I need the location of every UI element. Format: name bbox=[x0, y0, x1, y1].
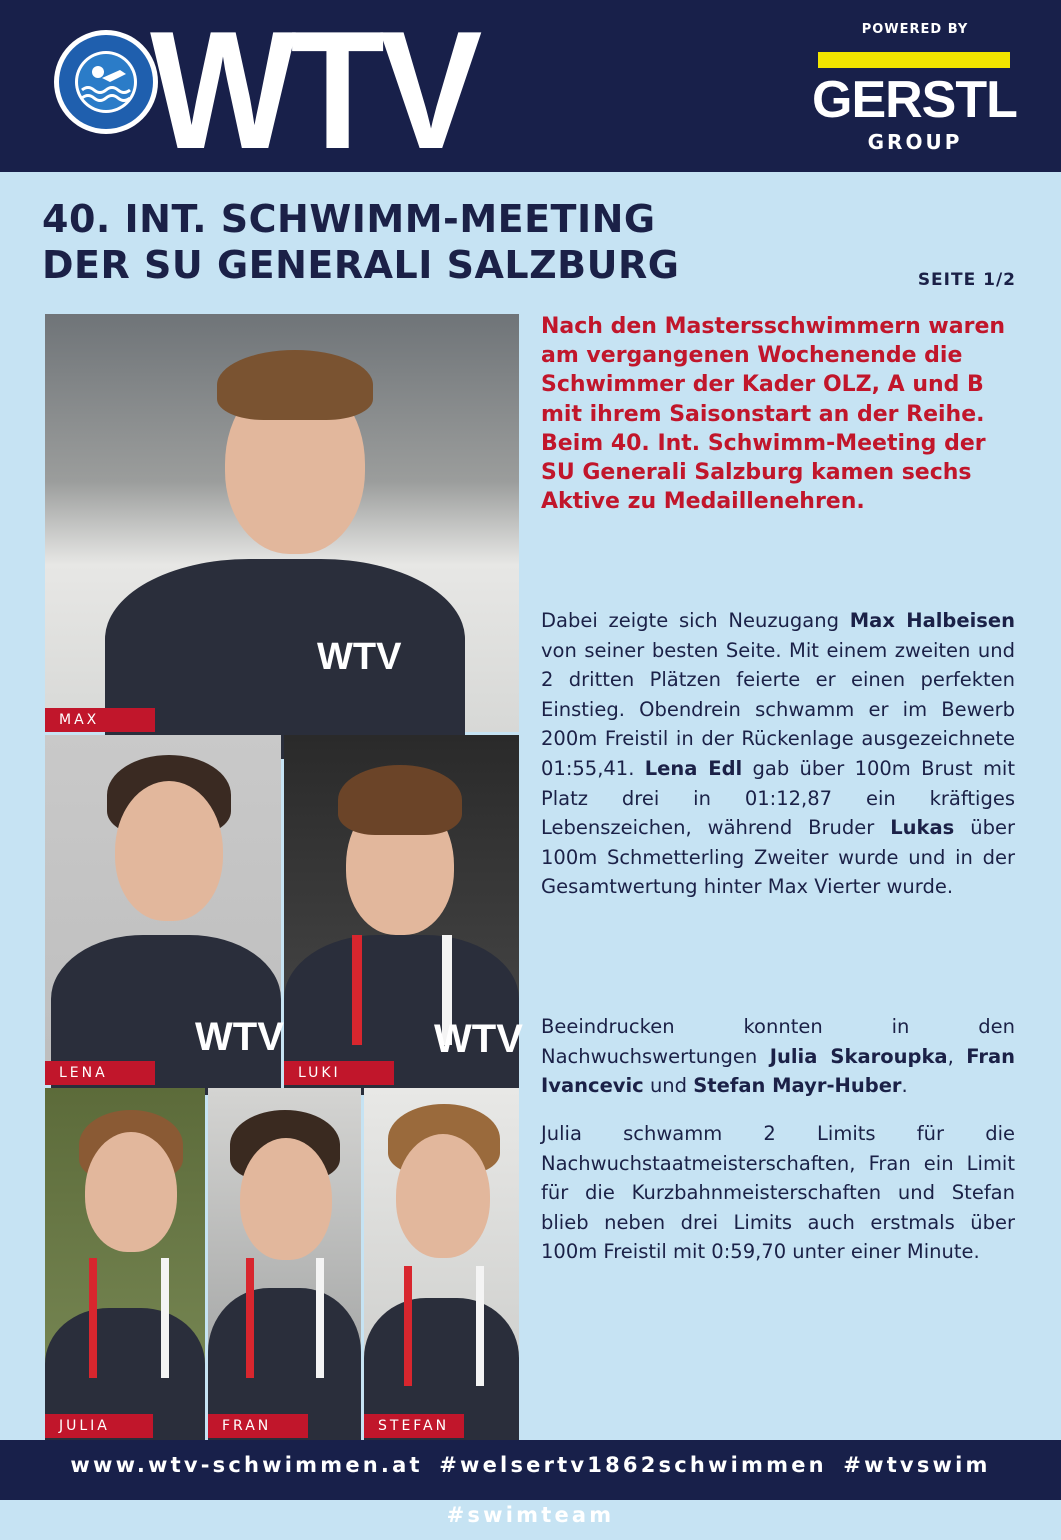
photo-lena: WTV LENA bbox=[45, 735, 281, 1085]
photo-label-julia: JULIA bbox=[45, 1414, 153, 1438]
body-text-span: gab über 100m Brust mit Platz drei in 01:12,87 ein kräftiges Lebenszeichen, während Bruder bbox=[541, 756, 1015, 840]
photo-label-luki: LUKI bbox=[284, 1061, 394, 1085]
photo-label-stefan: STEFAN bbox=[364, 1414, 464, 1438]
photo-max: WTV MAX bbox=[45, 314, 519, 732]
photo-label-lena: LENA bbox=[45, 1061, 155, 1085]
athlete-name-max: Max Halbeisen bbox=[849, 609, 1015, 632]
body-text-span: über 100m Schmetterling Zweiter wurde und in der Gesamtwertung hinter Max Vierter wurde. bbox=[541, 816, 1015, 899]
body-paragraph-2 bbox=[541, 1012, 1015, 1101]
title-line-2: DER SU GENERALI SALZBURG bbox=[42, 243, 680, 287]
header-banner bbox=[0, 0, 1061, 184]
sponsor-accent-bar bbox=[818, 52, 1010, 68]
photo-julia bbox=[45, 1088, 205, 1438]
wtv-logo-text: WTV bbox=[150, 0, 477, 184]
body-text-span: , bbox=[947, 1044, 967, 1068]
powered-by-label: POWERED BY bbox=[861, 22, 969, 37]
photo-fran bbox=[208, 1088, 361, 1438]
sponsor-logo-text: GERSTL bbox=[812, 71, 1017, 129]
body-text-span: Beeindrucken konnten in den Nachwuchswertungen bbox=[541, 1015, 1015, 1068]
lead-text-1: Nach den Mastersschwimmern waren am vergangenen Wochenende die Schwimmer der Kader OLZ, A und B mit ihrem Saisonstart an der Reihe. bbox=[541, 314, 1006, 427]
club-seal-logo bbox=[52, 28, 160, 136]
photo-label-fran: FRAN bbox=[208, 1414, 308, 1438]
body-text-span: und bbox=[643, 1074, 694, 1098]
athlete-name-lena: Lena Edl bbox=[644, 756, 743, 780]
photo-stefan bbox=[364, 1088, 519, 1438]
athlete-name-fran: Fran Ivancevic bbox=[541, 1044, 1016, 1098]
body-paragraph-1 bbox=[541, 606, 1015, 902]
sponsor-group-text: GROUP bbox=[867, 130, 963, 154]
body-text-span: . bbox=[901, 1074, 908, 1098]
page-number: SEITE 1/2 bbox=[917, 270, 1016, 290]
page-title bbox=[42, 196, 882, 288]
title-line-1: 40. INT. SCHWIMM-MEETING bbox=[42, 197, 656, 241]
footer-banner bbox=[0, 1440, 1061, 1527]
athlete-name-lukas: Lukas bbox=[890, 816, 955, 840]
lead-text-2: Beim 40. Int. Schwimm-Meeting der SU Generali Salzburg kamen sechs Aktive zu Medaillenehren. bbox=[541, 430, 986, 515]
photo-luki: WTV LUKI bbox=[284, 735, 519, 1085]
athlete-name-julia: Julia Skaroupka bbox=[769, 1044, 948, 1068]
footer-links: www.wtv-schwimmen.at #welsertv1862schwimmen #wtvswim #swimteam bbox=[70, 1453, 991, 1527]
lead-paragraph bbox=[541, 312, 1019, 516]
body-paragraph-3: Julia schwamm 2 Limits für die Nachwuchstaatmeisterschaften, Fran ein Limit für die Kurzbahnmeisterschaften und Stefan blieb neben drei Limits auch erstmals über 100m Freistil mit 0:59,70 unter einer Minute. bbox=[541, 1122, 1015, 1264]
photo-label-max: MAX bbox=[45, 708, 155, 732]
athlete-name-stefan: Stefan Mayr-Huber bbox=[693, 1074, 902, 1098]
body-text-span: von seiner besten Seite. Mit einem zweiten und 2 dritten Plätzen feierte er einen perfekten Einstieg. Obendrein schwamm er im Bewerb 200m Freistil in der Rückenlage ausgezeichnete 01:55,41. bbox=[541, 638, 1015, 780]
body-text-span: Dabei zeigte sich Neuzugang bbox=[541, 609, 850, 632]
